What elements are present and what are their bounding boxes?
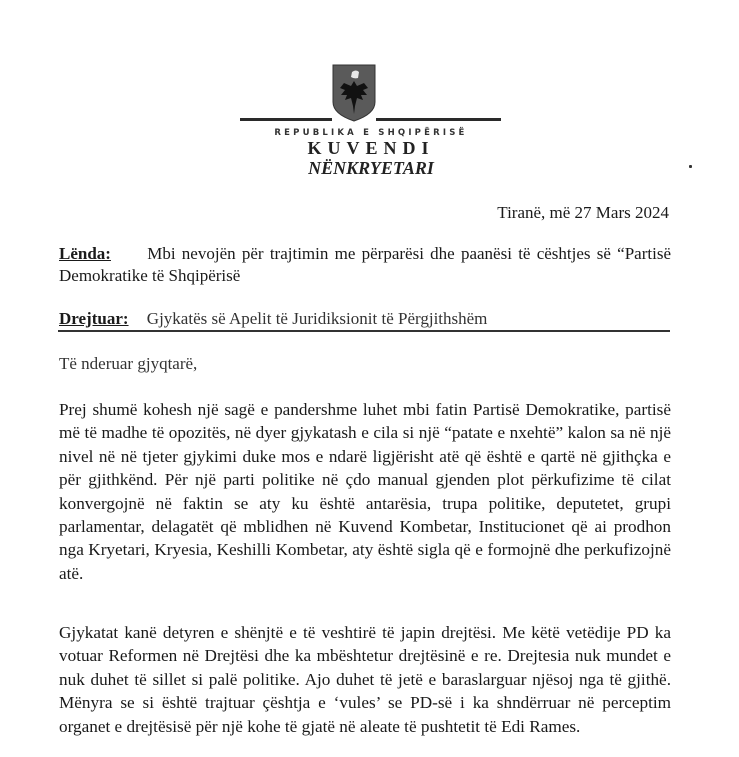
subject-text: Mbi nevojën për trajtimin me përparësi dhe paanësi të cështjes së “Partisë Demokratike të Shqipërisë [59,244,671,285]
office-name: NËNKRYETARI [308,158,434,178]
salutation: Të nderuar gjyqtarë, [59,354,198,373]
letterhead-rule-left [240,118,332,121]
subject-line [59,243,671,287]
albania-coat-of-arms-icon [332,64,376,122]
body-paragraph-1: Prej shumë kohesh një sagë e pandershme luhet mbi fatin Partisë Demokratike, partisë më të madhe të opozitës, në dyer gjykatash e cila si një “patate e nxehtë” kalon sa në një nivel në në tjeter gjykimi duke mos e ndarë ligjërisht atë që është e qartë në gjithçka e për gjithkënd. Për një parti politike në çdo manual gjenden plot përkufizime të cilat konvergojnë në faktin se aty ku është antarësia, trupa politike, deputetet, grupi parlamentar, delagatët që mblidhen në Kuvend Kombetar, Institucionet që ai prodhon nga Kryetari, Kryesia, Keshilli Kombetar, aty është sigla që e formojnë dhe perkufizojnë atë. [59,400,671,583]
letter-date: Tiranë, më 27 Mars 2024 [497,203,669,222]
addressed-line [59,309,671,329]
subject-label: Lënda: [59,244,111,263]
republic-name: REPUBLIKA E SHQIPËRISË [274,128,468,138]
addressed-underline [58,330,670,332]
body-paragraph-2: Gjykatat kanë detyren e shënjtë e të veshtirë të japin drejtësi. Me këtë vetëdije PD ka votuar Reformen në Drejtësi dhe ka mbështetur drejtësinë e re. Drejtesia nuk mundet e nuk duhet të sillet si palë politike. Ajo duhet të jetë e baraslarguar njësoj nga të gjithë. Mënyra se si është trajtuar çështja e ‘vules’ se PD-së i ka shndërruar në perceptim organet e drejtësisë për një kohe të gjatë në aleate të pushtetit të Edi Rames. [59,623,671,736]
addressed-label: Drejtuar: [59,309,129,328]
addressed-text: Gjykatës së Apelit të Juridiksionit të Përgjithshëm [146,309,488,328]
institution-name: KUVENDI [307,138,435,158]
scan-speck [689,165,692,168]
letterhead-rule-right [376,118,501,121]
